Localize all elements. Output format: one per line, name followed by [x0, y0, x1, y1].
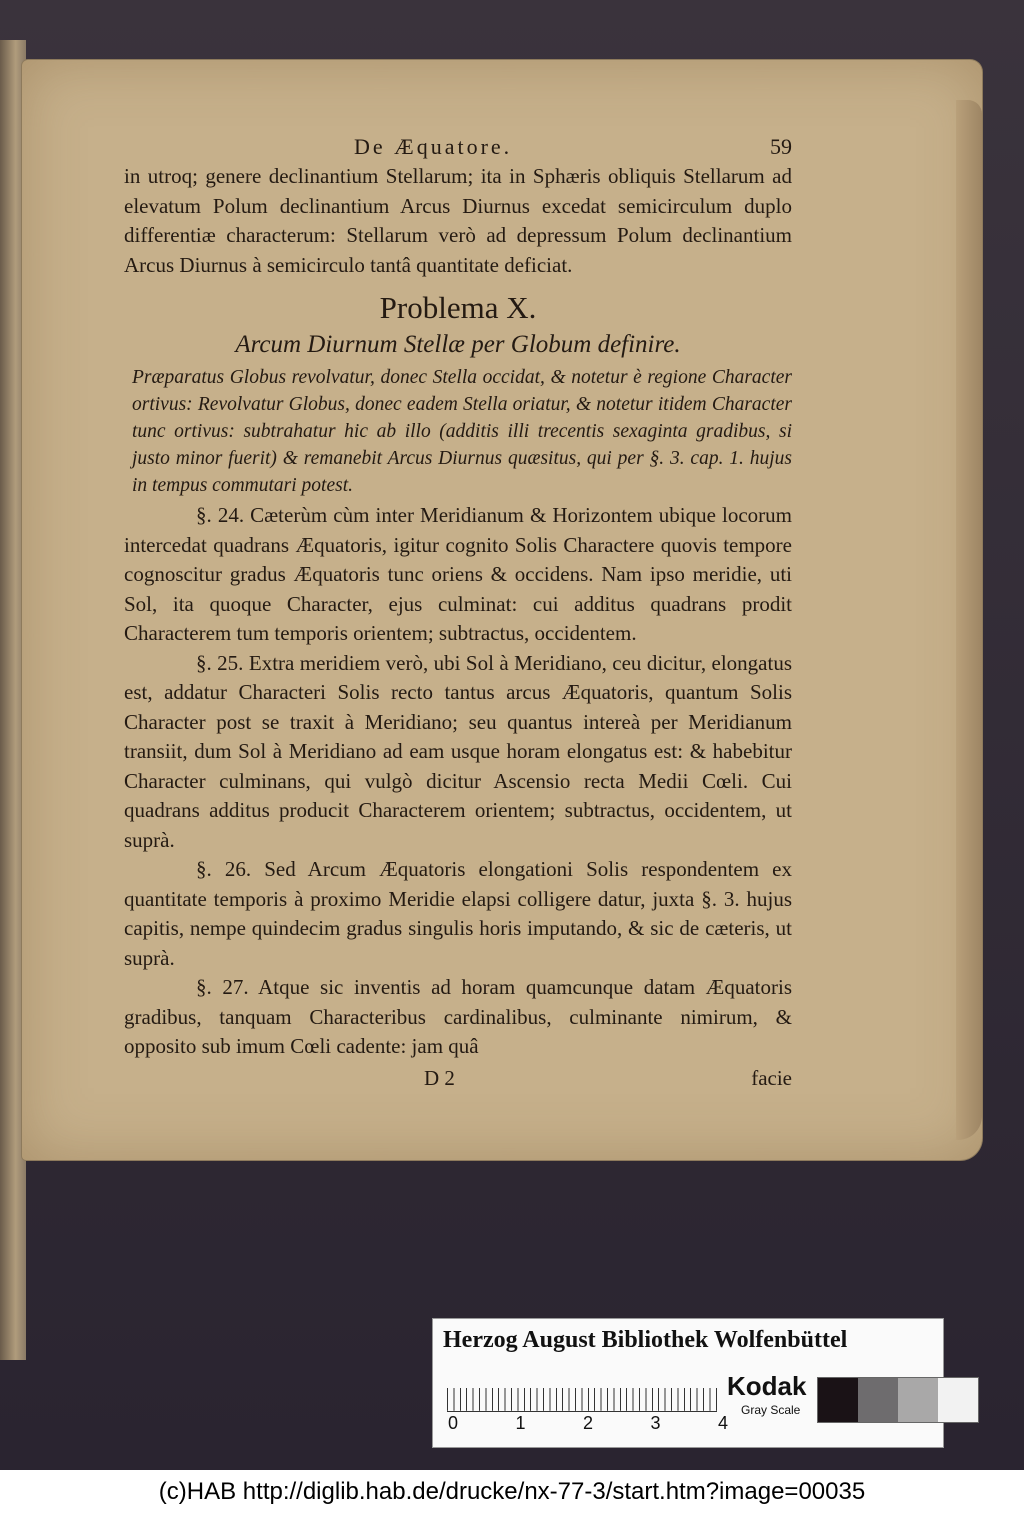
running-head — [124, 132, 792, 162]
running-head-title: De Æquatore. — [354, 134, 513, 159]
page-footer — [124, 1064, 792, 1094]
problem-instructions: Præparatus Globus revolvatur, donec Stella occidat, & notetur è regione Character ortivus: Revolvatur Globus, donec eadem Stella oriatur, & notetur itidem Character tunc ortivus: subtrahatur hic ab illo (additis illi trecentis sexaginta gradibus, si justo minor fuerit) & remanebit Arcus Diurnus quæsitus, qui per §. 3. cap. 1. hujus in tempus commutari potest. — [132, 367, 792, 496]
gray-swatch — [938, 1378, 978, 1422]
measurement-ruler — [447, 1373, 717, 1412]
section-24: §. 24. Cæterùm cùm inter Meridianum & Horizontem ubique locorum intercedat quadrans Æquatoris, igitur cognito Solis Charactere quovis tempore cognoscitur gradus Æquatoris tunc oriens & occidens. Nam ipso meridie, uti Sol, ita quoque Character, ejus culminat: cui additus quadrans prodit Characterem tum temporis orientem; subtractus, occidentem. — [124, 503, 792, 645]
ruler-number: 1 — [515, 1413, 526, 1433]
copyright-caption: (c)HAB http://diglib.hab.de/drucke/nx-77-3/start.htm?image=00035 — [0, 1470, 1024, 1514]
library-name: Herzog August Bibliothek Wolfenbüttel — [443, 1327, 848, 1353]
kodak-logo: Kodak — [727, 1371, 807, 1401]
opening-paragraph: in utroq; genere declinantium Stellarum; ita in Sphæris obliquis Stellarum ad elevatum Polum declinantium Arcus Diurnus excedat semicirculum duplo differentiæ characterum: Stellarum verò ad depressum Polum declinantium Arcus Diurnus à semicirculo tantâ quantitate deficiat. — [124, 164, 792, 277]
page-number: 59 — [770, 134, 792, 159]
catchword: facie — [751, 1065, 792, 1090]
problem-heading: Problema X. — [379, 290, 537, 325]
gray-swatch — [818, 1378, 858, 1422]
text-block — [124, 132, 792, 1093]
gray-scale-label: Gray Scale — [741, 1403, 801, 1417]
color-target-card — [432, 1318, 944, 1448]
ruler-numbers — [443, 1413, 733, 1434]
ruler-number: 3 — [650, 1413, 661, 1433]
ruler-number: 4 — [717, 1413, 728, 1433]
section-26: §. 26. Sed Arcum Æquatoris elongationi Solis respondentem ex quantitate temporis à proximo Meridie elapsi colligere datur, juxta §. 3. hujus capitis, nempe quindecim gradus singulis horis imputando, & sic de cæteris, ut suprà. — [124, 857, 792, 970]
signature-mark: D 2 — [424, 1065, 455, 1090]
page-edge — [956, 100, 982, 1140]
ruler-number: 2 — [582, 1413, 593, 1433]
section-25: §. 25. Extra meridiem verò, ubi Sol à Meridiano, ceu dicitur, elongatus est, addatur Characteri Solis recto tantus arcus Æquatoris, quantum Solis Character post se traxit à Meridiano; seu quantus intereà per Meridianum transiit, dum Sol à Meridiano ad eam usque horam elongatus est: & habebitur Character culminans, qui vulgò dicitur Ascensio recta Medii Cœli. Cui quadrans additus producit Characterem orientem; subtractus, occidentem, ut suprà. — [124, 650, 792, 852]
book-page — [22, 60, 982, 1160]
gray-scale-swatches — [817, 1377, 979, 1423]
ruler-number: 0 — [447, 1413, 458, 1433]
gray-swatch — [898, 1378, 938, 1422]
problem-subheading: Arcum Diurnum Stellæ per Globum definire. — [235, 331, 681, 358]
gray-swatch — [858, 1378, 898, 1422]
section-27: §. 27. Atque sic inventis ad horam quamcunque datam Æquatoris gradibus, tanquam Characteribus cardinalibus, culminante nimirum, & opposito sub imum Cœli cadente: jam quâ — [124, 975, 792, 1058]
